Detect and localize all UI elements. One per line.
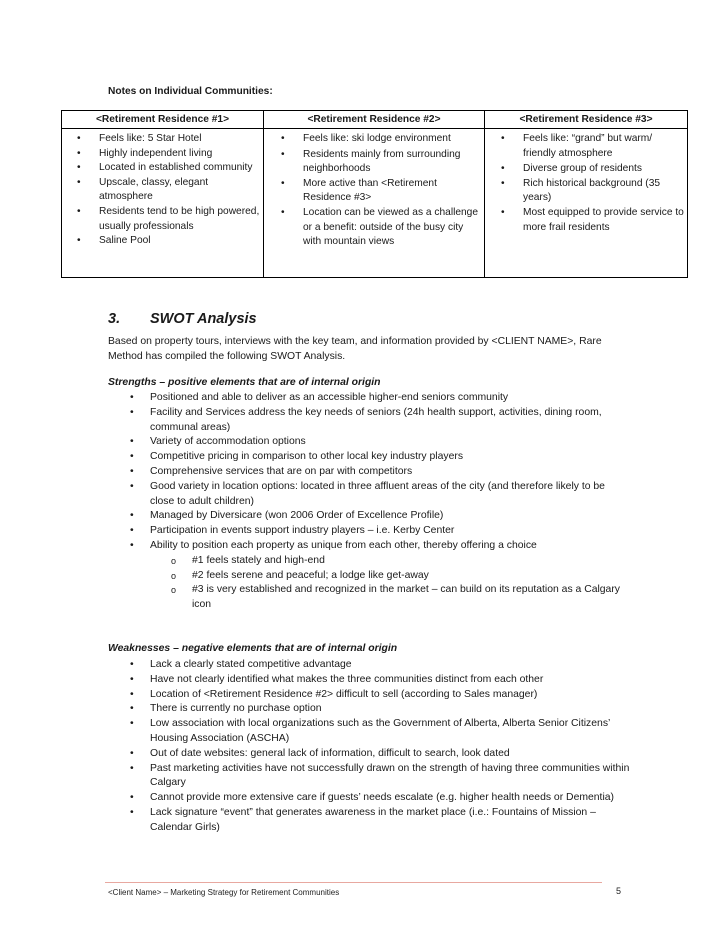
list-item: • Positioned and able to deliver as an accessible higher-end seniors community: [150, 391, 630, 406]
list-item: • Residents tend to be high powered, usually professionals: [99, 205, 263, 234]
property-positioning-sublist: [150, 554, 630, 613]
list-item: • Competitive pricing in comparison to other local key industry players: [150, 450, 630, 465]
communities-table: [61, 110, 688, 278]
list-item: • More active than <Retirement Residence #3>: [303, 177, 484, 206]
list-item: • Location can be viewed as a challenge or a benefit: outside of the busy city with mountain views: [303, 206, 484, 250]
residence-2-notes: [264, 129, 485, 278]
list-item: • Feels like: 5 Star Hotel: [99, 132, 263, 147]
list-item: • Cannot provide more extensive care if guests’ needs escalate (e.g. higher health needs or Dementia): [150, 791, 630, 806]
weaknesses-heading: Weaknesses – negative elements that are of internal origin: [108, 643, 398, 654]
section-intro: Based on property tours, interviews with the key team, and information provided by <CLIENT NAME>, Rare Method has compiled the following SWOT Analysis.: [108, 336, 602, 362]
weaknesses-list: [150, 658, 630, 836]
list-item: • Out of date websites: general lack of information, difficult to search, look dated: [150, 747, 630, 762]
list-item: • Have not clearly identified what makes the three communities distinct from each other: [150, 673, 630, 688]
residence-3-notes: [485, 129, 688, 278]
list-item: • Good variety in location options: located in three affluent areas of the city (and therefore likely to be close to adult children): [150, 480, 630, 510]
list-item: • Lack a clearly stated competitive advantage: [150, 658, 630, 673]
list-item: • Managed by Diversicare (won 2006 Order of Excellence Profile): [150, 509, 630, 524]
header-residence-1: <Retirement Residence #1>: [62, 111, 264, 129]
strengths-heading: Strengths – positive elements that are of internal origin: [108, 377, 381, 388]
list-item: • Saline Pool: [99, 234, 263, 249]
list-item: • Diverse group of residents: [523, 162, 687, 177]
list-item: • Low association with local organizations such as the Government of Alberta, Alberta Senior Citizens’ Housing Association (ASCHA): [150, 717, 630, 747]
list-item-text: Ability to position each property as unique from each other, thereby offering a choice: [150, 539, 537, 551]
table-header-row: [62, 111, 688, 129]
section-number: 3.: [108, 311, 121, 327]
notes-title: Notes on Individual Communities:: [108, 86, 273, 97]
list-item: • Located in established community: [99, 161, 263, 176]
footer-divider: [105, 882, 602, 883]
list-item: • Comprehensive services that are on par with competitors: [150, 465, 630, 480]
residence-1-notes: [62, 129, 264, 278]
list-item: [150, 539, 630, 613]
sub-list-item: o #3 is very established and recognized in the market – can build on its reputation as a Calgary icon: [192, 583, 630, 613]
table-body-row: [62, 129, 688, 278]
list-item: • Lack signature “event” that generates awareness in the market place (i.e.: Fountains of Mission – Calendar Girls): [150, 806, 630, 836]
list-item: • Residents mainly from surrounding neighborhoods: [303, 148, 484, 177]
section-heading: [108, 311, 257, 327]
list-item: • There is currently no purchase option: [150, 702, 630, 717]
footer-text: <Client Name> – Marketing Strategy for Retirement Communities: [108, 888, 340, 897]
list-item: • Upscale, classy, elegant atmosphere: [99, 176, 263, 205]
list-item: • Location of <Retirement Residence #2> difficult to sell (according to Sales manager): [150, 688, 630, 703]
header-residence-2: <Retirement Residence #2>: [264, 111, 485, 129]
list-item: • Variety of accommodation options: [150, 435, 630, 450]
list-item: • Highly independent living: [99, 147, 263, 162]
header-residence-3: <Retirement Residence #3>: [485, 111, 688, 129]
list-item: • Past marketing activities have not successfully drawn on the strength of having three communities within Calgary: [150, 762, 630, 792]
list-item: • Most equipped to provide service to more frail residents: [523, 206, 687, 235]
strengths-list: [150, 391, 630, 613]
list-item: • Facility and Services address the key needs of seniors (24h health support, activities, dining room, communal areas): [150, 406, 630, 436]
list-item: • Rich historical background (35 years): [523, 177, 687, 206]
list-item: • Participation in events support industry players – i.e. Kerby Center: [150, 524, 630, 539]
page-number: 5: [616, 886, 622, 896]
sub-list-item: o #1 feels stately and high-end: [192, 554, 630, 569]
list-item: • Feels like: ski lodge environment: [303, 132, 484, 147]
sub-list-item: o #2 feels serene and peaceful; a lodge like get-away: [192, 569, 630, 584]
section-title: SWOT Analysis: [150, 311, 257, 327]
list-item: • Feels like: “grand” but warm/ friendly atmosphere: [523, 132, 687, 161]
